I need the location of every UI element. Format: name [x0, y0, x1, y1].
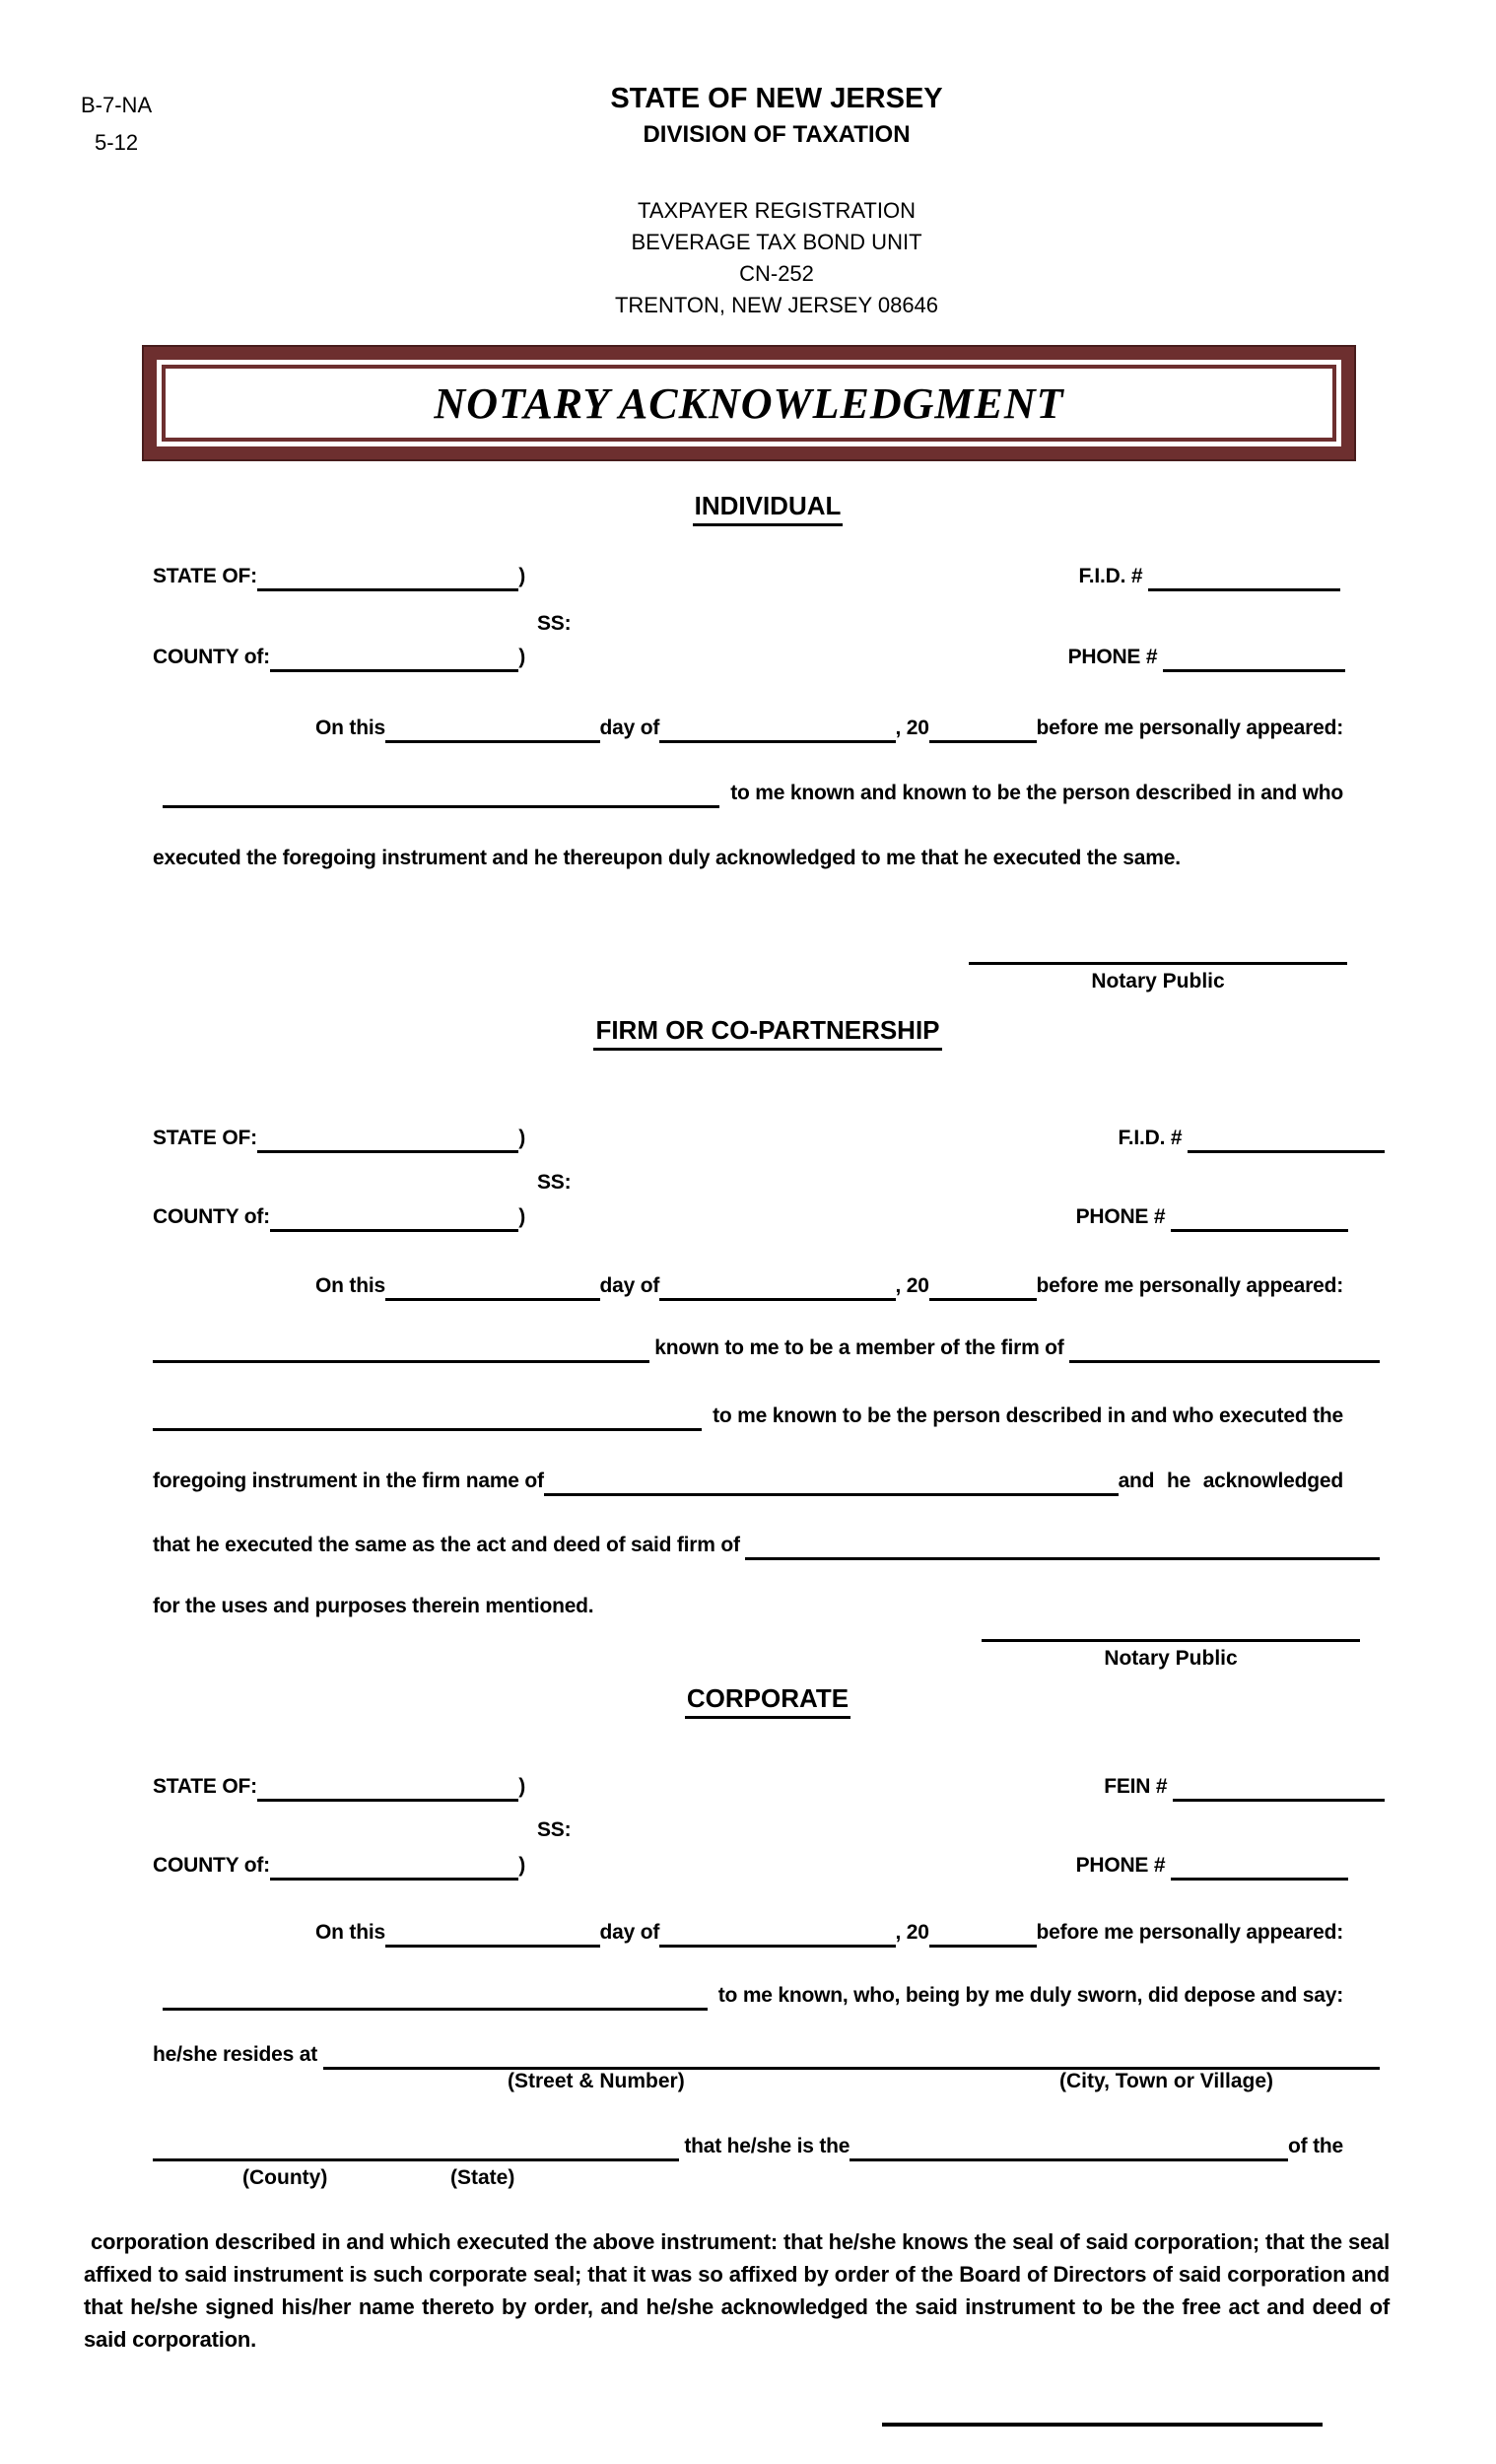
blank-county-state[interactable] — [153, 2132, 679, 2161]
close-paren: ) — [518, 1854, 525, 1877]
firm-date-row: On this day of , 20 before me personally appeared: — [315, 1271, 1343, 1301]
blank-year[interactable] — [929, 1271, 1037, 1301]
blank-deponent-name[interactable] — [163, 1981, 708, 2011]
firm-uses-row: for the uses and purposes therein mentioned. — [153, 1595, 594, 1617]
blank-phone[interactable] — [1171, 1851, 1348, 1881]
ss-label: SS: — [537, 612, 572, 635]
corporate-seal-paragraph: corporation described in and which executed the above instrument: that he/she knows the seal of said corporation; that the seal affixed to said instrument is such corporate seal; that it was so affixed by order of the Board of Directors of said corporation and that he/she signed his/her name thereto by order, and he/she acknowledged the said instrument to be the free act and deed of said corporation. — [84, 2229, 1390, 2352]
blank-address[interactable] — [323, 2040, 1380, 2070]
close-paren: ) — [518, 1127, 525, 1149]
agency-state: STATE OF NEW JERSEY — [610, 83, 943, 114]
blank-county[interactable] — [270, 1202, 518, 1232]
ind-state-fid-row — [153, 562, 1340, 591]
city-town-village-hint: (City, Town or Village) — [1059, 2070, 1274, 2092]
blank-month[interactable] — [659, 714, 895, 743]
address-line: TRENTON, NEW JERSEY 08646 — [614, 293, 939, 317]
firm-deed-row: that he executed the same as the act and deed of said firm of — [153, 1531, 1380, 1560]
ind-ss-row — [537, 609, 571, 639]
county-of-label: COUNTY of: — [153, 1205, 270, 1228]
firm-county-phone-row — [153, 1202, 1348, 1232]
corp-county-phone-row — [153, 1851, 1348, 1881]
agency-division: DIVISION OF TAXATION — [643, 121, 911, 148]
blank-day[interactable] — [385, 1918, 600, 1948]
title-box — [144, 347, 1354, 459]
fid-label: F.I.D. # — [1118, 1127, 1188, 1149]
fein-label: FEIN # — [1104, 1775, 1173, 1798]
blank-firm-deed[interactable] — [745, 1531, 1380, 1560]
firm-state-fid-row — [153, 1124, 1385, 1153]
blank-state[interactable] — [257, 1124, 518, 1153]
ind-date-row: On this day of , 20 before me personally appeared: — [315, 714, 1343, 743]
address-line: BEVERAGE TAX BOND UNIT — [631, 230, 922, 254]
ind-county-phone-row — [153, 643, 1345, 672]
notary-signature-line[interactable] — [969, 962, 1347, 965]
corp-resides-row: he/she resides at — [153, 2040, 1380, 2070]
corp-ss-row — [537, 1815, 571, 1845]
notary-public-label: Notary Public — [1104, 1647, 1238, 1670]
blank-day[interactable] — [385, 714, 600, 743]
title-box-inner — [162, 365, 1336, 442]
document-title: NOTARY ACKNOWLEDGMENT — [434, 378, 1064, 428]
blank-fid[interactable] — [1188, 1124, 1385, 1153]
section-heading-firm: FIRM OR CO-PARTNERSHIP — [153, 1015, 1383, 1051]
firm-ss-row — [537, 1168, 571, 1198]
close-paren: ) — [518, 1205, 525, 1228]
ss-label: SS: — [537, 1818, 572, 1841]
blank-year[interactable] — [929, 714, 1037, 743]
blank-day[interactable] — [385, 1271, 600, 1301]
corp-state-fein-row — [153, 1772, 1385, 1802]
blank-month[interactable] — [659, 1918, 895, 1948]
blank-month[interactable] — [659, 1271, 895, 1301]
state-hint: (State) — [450, 2166, 515, 2189]
address-line: TAXPAYER REGISTRATION — [638, 198, 916, 223]
county-of-label: COUNTY of: — [153, 646, 270, 668]
blank-phone[interactable] — [1171, 1202, 1348, 1232]
blank-state[interactable] — [257, 562, 518, 591]
form-code: B-7-NA — [81, 93, 153, 117]
agency-header — [57, 83, 1496, 149]
street-number-hint: (Street & Number) — [508, 2070, 685, 2092]
blank-year[interactable] — [929, 1918, 1037, 1948]
blank-phone[interactable] — [1163, 643, 1345, 672]
form-revision: 5-12 — [95, 130, 139, 155]
state-of-label: STATE OF: — [153, 1127, 257, 1149]
blank-person-name[interactable] — [153, 1402, 702, 1431]
firm-name-row: foregoing instrument in the firm name of and he acknowledged — [153, 1467, 1343, 1496]
blank-member-name[interactable] — [153, 1334, 649, 1363]
blank-fid[interactable] — [1148, 562, 1340, 591]
ind-executed-row: executed the foregoing instrument and he thereupon duly acknowledged to me that he executed the same. — [153, 847, 1181, 869]
firm-member-row: known to me to be a member of the firm of — [153, 1334, 1380, 1363]
phone-label: PHONE # — [1075, 1205, 1171, 1228]
bottom-signature-line[interactable] — [882, 2423, 1323, 2427]
section-heading-corporate: CORPORATE — [153, 1683, 1383, 1719]
section-heading-individual: INDIVIDUAL — [153, 491, 1383, 526]
state-of-label: STATE OF: — [153, 565, 257, 587]
blank-appearer-name[interactable] — [163, 779, 719, 808]
blank-fein[interactable] — [1173, 1772, 1385, 1802]
notary-public-label: Notary Public — [1091, 970, 1225, 992]
blank-firm-name[interactable] — [1069, 1334, 1380, 1363]
agency-address — [57, 195, 1496, 321]
phone-label: PHONE # — [1067, 646, 1163, 668]
corp-date-row: On this day of , 20 before me personally appeared: — [315, 1918, 1343, 1948]
ss-label: SS: — [537, 1171, 572, 1194]
close-paren: ) — [518, 646, 525, 668]
corp-sworn-row: to me known, who, being by me duly sworn, did depose and say: — [163, 1981, 1343, 2011]
address-line: CN-252 — [739, 261, 814, 286]
fid-label: F.I.D. # — [1078, 565, 1148, 587]
close-paren: ) — [518, 1775, 525, 1798]
county-of-label: COUNTY of: — [153, 1854, 270, 1877]
notary-signature-line[interactable] — [982, 1639, 1360, 1642]
phone-label: PHONE # — [1075, 1854, 1171, 1877]
blank-officer-title[interactable] — [850, 2132, 1288, 2161]
state-of-label: STATE OF: — [153, 1775, 257, 1798]
blank-county[interactable] — [270, 1851, 518, 1881]
firm-person-row: to me known to be the person described in and who executed the — [153, 1402, 1343, 1431]
close-paren: ) — [518, 565, 525, 587]
corp-title-row: that he/she is the of the — [153, 2132, 1343, 2161]
blank-county[interactable] — [270, 643, 518, 672]
ind-name-row: to me known and known to be the person described in and who — [163, 779, 1343, 808]
blank-state[interactable] — [257, 1772, 518, 1802]
blank-firm-name-2[interactable] — [544, 1467, 1119, 1496]
county-hint: (County) — [242, 2166, 328, 2189]
